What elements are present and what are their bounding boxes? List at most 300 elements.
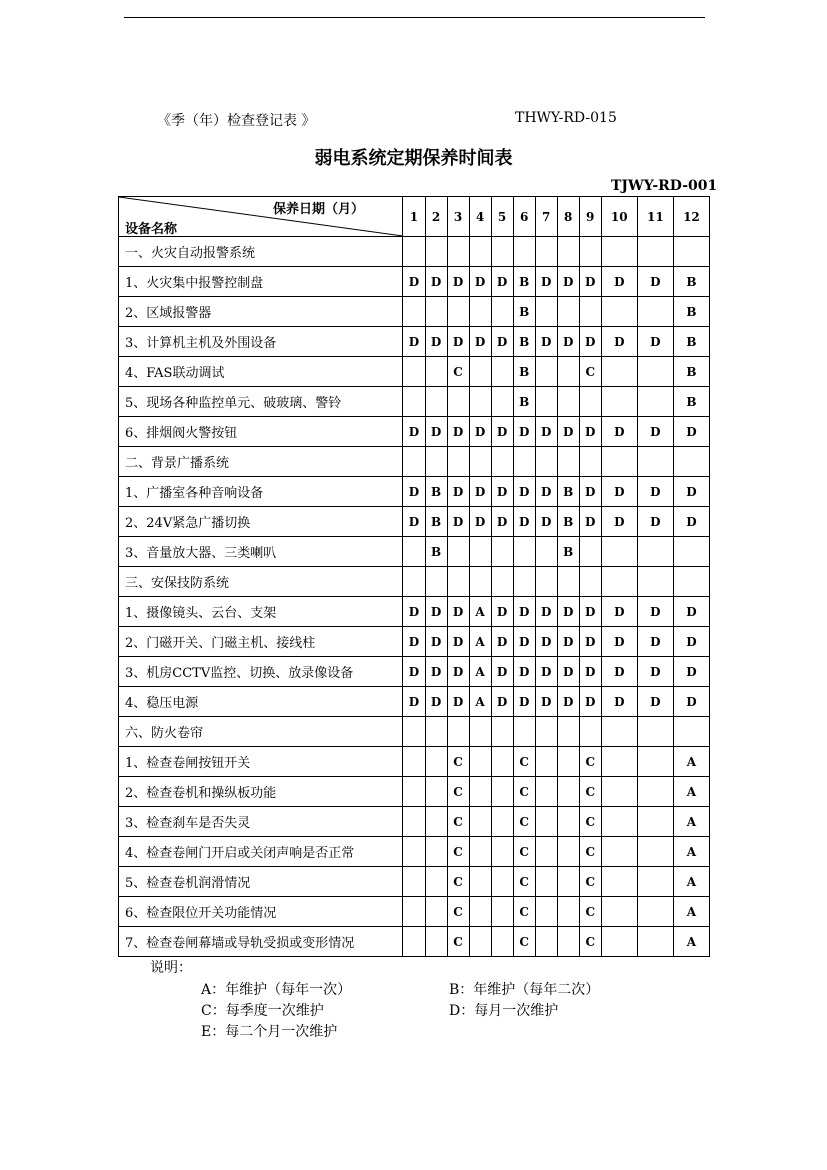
maintenance-mark: D xyxy=(673,417,709,447)
maintenance-mark xyxy=(425,237,447,267)
maintenance-mark: D xyxy=(425,657,447,687)
maintenance-mark xyxy=(557,837,579,867)
maintenance-mark xyxy=(637,237,673,267)
maintenance-mark: B xyxy=(513,297,535,327)
maintenance-mark: D xyxy=(579,627,601,657)
maintenance-mark xyxy=(447,537,469,567)
maintenance-mark xyxy=(601,237,637,267)
maintenance-mark: D xyxy=(637,417,673,447)
maintenance-mark xyxy=(425,717,447,747)
table-row xyxy=(119,417,710,447)
maintenance-mark xyxy=(403,897,425,927)
maintenance-mark: A xyxy=(673,837,709,867)
maintenance-mark: C xyxy=(447,777,469,807)
maintenance-mark xyxy=(403,537,425,567)
maintenance-mark xyxy=(637,867,673,897)
maintenance-mark xyxy=(637,297,673,327)
maintenance-mark: B xyxy=(425,507,447,537)
diagonal-header-cell xyxy=(119,197,403,237)
maintenance-mark: C xyxy=(579,867,601,897)
maintenance-mark xyxy=(447,387,469,417)
equipment-name: 二、背景广播系统 xyxy=(119,447,403,477)
maintenance-mark xyxy=(469,777,491,807)
maintenance-mark: D xyxy=(491,417,513,447)
maintenance-mark xyxy=(557,447,579,477)
maintenance-mark xyxy=(557,567,579,597)
maintenance-mark: D xyxy=(557,597,579,627)
table-row xyxy=(119,927,710,957)
maintenance-mark xyxy=(403,747,425,777)
maintenance-mark: D xyxy=(425,597,447,627)
month-header: 5 xyxy=(491,197,513,237)
maintenance-mark xyxy=(601,717,637,747)
maintenance-mark: D xyxy=(403,657,425,687)
maintenance-mark xyxy=(491,867,513,897)
maintenance-mark: D xyxy=(403,507,425,537)
table-row xyxy=(119,897,710,927)
maintenance-mark xyxy=(491,237,513,267)
maintenance-mark: D xyxy=(491,327,513,357)
maintenance-mark xyxy=(601,567,637,597)
maintenance-mark xyxy=(469,567,491,597)
maintenance-mark: D xyxy=(447,507,469,537)
maintenance-mark xyxy=(513,237,535,267)
maintenance-mark xyxy=(637,897,673,927)
maintenance-mark: D xyxy=(535,267,557,297)
maintenance-mark: B xyxy=(673,357,709,387)
maintenance-mark: D xyxy=(535,477,557,507)
maintenance-mark xyxy=(557,717,579,747)
maintenance-mark xyxy=(425,747,447,777)
maintenance-mark: D xyxy=(601,417,637,447)
maintenance-mark: D xyxy=(557,627,579,657)
equipment-name: 1、检查卷闸按钮开关 xyxy=(119,747,403,777)
maintenance-mark: D xyxy=(601,477,637,507)
maintenance-mark xyxy=(601,747,637,777)
maintenance-mark: D xyxy=(491,597,513,627)
maintenance-mark: D xyxy=(637,627,673,657)
maintenance-mark: D xyxy=(579,327,601,357)
maintenance-mark xyxy=(425,897,447,927)
table-row xyxy=(119,747,710,777)
maintenance-mark xyxy=(673,717,709,747)
maintenance-mark: A xyxy=(469,627,491,657)
maintenance-mark xyxy=(491,777,513,807)
maintenance-mark xyxy=(557,237,579,267)
maintenance-mark: D xyxy=(579,597,601,627)
maintenance-mark xyxy=(557,927,579,957)
maintenance-mark xyxy=(535,567,557,597)
maintenance-mark: D xyxy=(673,507,709,537)
maintenance-mark: D xyxy=(403,477,425,507)
equipment-name: 2、门磁开关、门磁主机、接线柱 xyxy=(119,627,403,657)
maintenance-mark: C xyxy=(447,747,469,777)
maintenance-mark: A xyxy=(469,657,491,687)
maintenance-mark xyxy=(491,747,513,777)
table-row xyxy=(119,777,710,807)
maintenance-mark xyxy=(491,567,513,597)
maintenance-mark: D xyxy=(491,267,513,297)
maintenance-mark xyxy=(601,447,637,477)
maintenance-mark xyxy=(425,807,447,837)
maintenance-mark: C xyxy=(579,837,601,867)
month-header: 1 xyxy=(403,197,425,237)
maintenance-mark: D xyxy=(403,687,425,717)
equipment-name: 6、检查限位开关功能情况 xyxy=(119,897,403,927)
maintenance-mark: D xyxy=(403,597,425,627)
maintenance-mark xyxy=(637,567,673,597)
maintenance-mark xyxy=(557,777,579,807)
maintenance-mark: B xyxy=(557,507,579,537)
maintenance-mark xyxy=(513,447,535,477)
maintenance-mark: D xyxy=(469,327,491,357)
maintenance-mark xyxy=(637,387,673,417)
maintenance-mark: C xyxy=(579,927,601,957)
maintenance-mark xyxy=(535,357,557,387)
table-row xyxy=(119,567,710,597)
equipment-name: 7、检查卷闸幕墙或导轨受损或变形情况 xyxy=(119,927,403,957)
maintenance-mark xyxy=(403,867,425,897)
maintenance-mark: D xyxy=(425,417,447,447)
equipment-name: 1、广播室各种音响设备 xyxy=(119,477,403,507)
maintenance-mark xyxy=(535,387,557,417)
maintenance-mark xyxy=(579,297,601,327)
maintenance-mark: D xyxy=(403,327,425,357)
maintenance-mark xyxy=(637,777,673,807)
maintenance-mark xyxy=(469,747,491,777)
maintenance-mark: D xyxy=(601,267,637,297)
maintenance-mark xyxy=(557,297,579,327)
maintenance-mark xyxy=(579,717,601,747)
maintenance-mark xyxy=(447,297,469,327)
maintenance-mark: C xyxy=(513,807,535,837)
maintenance-mark xyxy=(403,237,425,267)
maintenance-mark: D xyxy=(403,627,425,657)
month-header: 11 xyxy=(637,197,673,237)
maintenance-mark xyxy=(513,717,535,747)
maintenance-mark: D xyxy=(673,597,709,627)
maintenance-mark: D xyxy=(637,597,673,627)
maintenance-mark xyxy=(491,717,513,747)
maintenance-mark xyxy=(557,357,579,387)
table-row xyxy=(119,837,710,867)
maintenance-mark: D xyxy=(601,507,637,537)
maintenance-mark: A xyxy=(673,867,709,897)
maintenance-mark: B xyxy=(673,297,709,327)
maintenance-mark xyxy=(673,537,709,567)
note-a: A：年维护（每年一次） xyxy=(201,982,352,998)
maintenance-mark: C xyxy=(579,777,601,807)
maintenance-mark: C xyxy=(447,927,469,957)
maintenance-mark xyxy=(601,927,637,957)
equipment-name: 5、检查卷机润滑情况 xyxy=(119,867,403,897)
maintenance-mark: D xyxy=(447,267,469,297)
maintenance-mark: D xyxy=(637,657,673,687)
maintenance-mark: D xyxy=(637,267,673,297)
maintenance-mark: B xyxy=(513,267,535,297)
maintenance-mark: B xyxy=(673,387,709,417)
maintenance-mark: D xyxy=(491,477,513,507)
maintenance-mark xyxy=(557,867,579,897)
maintenance-mark xyxy=(557,897,579,927)
maintenance-mark: D xyxy=(579,267,601,297)
maintenance-mark xyxy=(491,927,513,957)
maintenance-mark xyxy=(601,297,637,327)
maintenance-mark: D xyxy=(403,417,425,447)
maintenance-mark: D xyxy=(579,657,601,687)
maintenance-mark xyxy=(469,537,491,567)
maintenance-mark xyxy=(535,297,557,327)
maintenance-mark: D xyxy=(447,627,469,657)
maintenance-mark xyxy=(491,447,513,477)
maintenance-mark xyxy=(425,927,447,957)
equipment-name: 一、火灾自动报警系统 xyxy=(119,237,403,267)
maintenance-mark: B xyxy=(673,327,709,357)
maintenance-mark xyxy=(601,387,637,417)
maintenance-mark: D xyxy=(535,327,557,357)
maintenance-mark xyxy=(579,387,601,417)
maintenance-mark xyxy=(535,837,557,867)
note-c: C：每季度一次维护 xyxy=(201,1003,324,1019)
maintenance-mark: D xyxy=(557,657,579,687)
maintenance-mark xyxy=(491,807,513,837)
maintenance-mark xyxy=(637,717,673,747)
equipment-name: 5、现场各种监控单元、破玻璃、警铃 xyxy=(119,387,403,417)
maintenance-mark: A xyxy=(673,747,709,777)
maintenance-mark: D xyxy=(637,507,673,537)
maintenance-mark xyxy=(469,897,491,927)
maintenance-mark: D xyxy=(673,627,709,657)
table-row xyxy=(119,597,710,627)
equipment-name: 2、区域报警器 xyxy=(119,297,403,327)
maintenance-mark xyxy=(447,447,469,477)
equipment-name: 三、安保技防系统 xyxy=(119,567,403,597)
maintenance-mark xyxy=(557,387,579,417)
maintenance-mark xyxy=(601,897,637,927)
equipment-name: 2、24V紧急广播切换 xyxy=(119,507,403,537)
maintenance-mark xyxy=(513,537,535,567)
table-row xyxy=(119,297,710,327)
maintenance-mark: A xyxy=(673,777,709,807)
maintenance-mark xyxy=(579,567,601,597)
top-rule xyxy=(124,17,705,18)
maintenance-mark: C xyxy=(579,747,601,777)
maintenance-schedule-table xyxy=(118,196,710,957)
table-row xyxy=(119,657,710,687)
maintenance-mark xyxy=(637,537,673,567)
maintenance-mark: A xyxy=(673,927,709,957)
maintenance-mark xyxy=(491,537,513,567)
maintenance-mark: D xyxy=(469,267,491,297)
maintenance-mark xyxy=(469,357,491,387)
equipment-name: 4、FAS联动调试 xyxy=(119,357,403,387)
equipment-name: 3、音量放大器、三类喇叭 xyxy=(119,537,403,567)
maintenance-mark: D xyxy=(579,477,601,507)
maintenance-mark: C xyxy=(447,357,469,387)
maintenance-mark xyxy=(469,297,491,327)
maintenance-mark: D xyxy=(425,267,447,297)
maintenance-mark xyxy=(637,357,673,387)
maintenance-mark: D xyxy=(637,327,673,357)
header-form-number: THWY-RD-015 xyxy=(515,110,617,126)
maintenance-mark: C xyxy=(447,867,469,897)
maintenance-mark xyxy=(601,777,637,807)
maintenance-mark xyxy=(579,447,601,477)
maintenance-mark: C xyxy=(513,837,535,867)
notes-title: 说明： xyxy=(150,960,192,976)
maintenance-mark xyxy=(535,897,557,927)
maintenance-mark: D xyxy=(425,327,447,357)
maintenance-mark: D xyxy=(601,687,637,717)
maintenance-mark: D xyxy=(673,687,709,717)
maintenance-mark xyxy=(425,297,447,327)
maintenance-mark xyxy=(579,237,601,267)
table-row xyxy=(119,447,710,477)
maintenance-mark xyxy=(425,387,447,417)
maintenance-mark xyxy=(557,747,579,777)
maintenance-mark: C xyxy=(447,837,469,867)
maintenance-mark: B xyxy=(425,537,447,567)
maintenance-mark: D xyxy=(491,507,513,537)
maintenance-mark: D xyxy=(601,327,637,357)
note-e: E：每二个月一次维护 xyxy=(201,1024,338,1040)
table-row xyxy=(119,357,710,387)
month-header: 8 xyxy=(557,197,579,237)
month-header: 3 xyxy=(447,197,469,237)
maintenance-mark: D xyxy=(469,507,491,537)
month-header: 6 xyxy=(513,197,535,237)
header-equipment-label: 设备名称 xyxy=(125,222,178,237)
maintenance-mark: D xyxy=(513,597,535,627)
maintenance-mark xyxy=(491,897,513,927)
note-d: D：每月一次维护 xyxy=(449,1003,559,1019)
equipment-name: 3、计算机主机及外围设备 xyxy=(119,327,403,357)
maintenance-mark xyxy=(673,447,709,477)
equipment-name: 4、稳压电源 xyxy=(119,687,403,717)
maintenance-mark: D xyxy=(425,627,447,657)
maintenance-mark xyxy=(403,807,425,837)
maintenance-mark: D xyxy=(601,597,637,627)
maintenance-mark xyxy=(469,447,491,477)
equipment-name: 3、机房CCTV监控、切换、放录像设备 xyxy=(119,657,403,687)
maintenance-mark xyxy=(425,837,447,867)
maintenance-mark: D xyxy=(557,687,579,717)
maintenance-mark xyxy=(425,867,447,897)
maintenance-mark: D xyxy=(557,267,579,297)
maintenance-mark xyxy=(469,237,491,267)
maintenance-mark xyxy=(535,237,557,267)
maintenance-mark: D xyxy=(535,507,557,537)
maintenance-mark: B xyxy=(673,267,709,297)
maintenance-mark: D xyxy=(447,597,469,627)
maintenance-mark xyxy=(491,297,513,327)
maintenance-mark: D xyxy=(469,477,491,507)
table-row xyxy=(119,627,710,657)
maintenance-mark: D xyxy=(447,477,469,507)
note-b: B：年维护（每年二次） xyxy=(449,982,600,998)
maintenance-mark xyxy=(447,237,469,267)
maintenance-mark: D xyxy=(513,627,535,657)
maintenance-mark: D xyxy=(447,417,469,447)
maintenance-mark: C xyxy=(447,897,469,927)
maintenance-mark: D xyxy=(579,507,601,537)
maintenance-mark: D xyxy=(469,417,491,447)
maintenance-mark: D xyxy=(513,477,535,507)
maintenance-mark: D xyxy=(637,687,673,717)
maintenance-mark: D xyxy=(513,507,535,537)
table-row xyxy=(119,867,710,897)
form-code: TJWY-RD-001 xyxy=(611,178,718,194)
maintenance-mark xyxy=(601,357,637,387)
maintenance-mark: A xyxy=(673,897,709,927)
maintenance-mark: D xyxy=(637,477,673,507)
maintenance-mark: D xyxy=(557,327,579,357)
equipment-name: 六、防火卷帘 xyxy=(119,717,403,747)
equipment-name: 2、检查卷机和操纵板功能 xyxy=(119,777,403,807)
maintenance-mark: B xyxy=(425,477,447,507)
maintenance-mark: D xyxy=(491,657,513,687)
maintenance-mark: D xyxy=(491,687,513,717)
month-header: 9 xyxy=(579,197,601,237)
table-row xyxy=(119,687,710,717)
maintenance-mark xyxy=(403,387,425,417)
maintenance-mark: D xyxy=(491,627,513,657)
maintenance-mark: C xyxy=(513,927,535,957)
table-row xyxy=(119,237,710,267)
maintenance-mark xyxy=(403,357,425,387)
maintenance-mark xyxy=(535,807,557,837)
maintenance-mark xyxy=(513,567,535,597)
maintenance-mark: C xyxy=(579,357,601,387)
maintenance-mark: D xyxy=(513,417,535,447)
maintenance-mark xyxy=(637,807,673,837)
maintenance-mark xyxy=(535,447,557,477)
maintenance-mark xyxy=(469,807,491,837)
header-date-label: 保养日期（月） xyxy=(273,202,365,217)
maintenance-mark: D xyxy=(535,657,557,687)
maintenance-mark xyxy=(403,927,425,957)
table-row xyxy=(119,537,710,567)
maintenance-mark: B xyxy=(557,537,579,567)
maintenance-mark: D xyxy=(673,657,709,687)
maintenance-mark xyxy=(601,537,637,567)
maintenance-mark: D xyxy=(447,687,469,717)
maintenance-mark xyxy=(491,357,513,387)
maintenance-mark xyxy=(425,777,447,807)
maintenance-mark xyxy=(491,387,513,417)
page-title: 弱电系统定期保养时间表 xyxy=(314,148,513,169)
month-header: 4 xyxy=(469,197,491,237)
maintenance-mark xyxy=(557,807,579,837)
maintenance-mark: C xyxy=(579,897,601,927)
maintenance-mark xyxy=(425,447,447,477)
equipment-name: 1、摄像镜头、云台、支架 xyxy=(119,597,403,627)
table-header-row xyxy=(119,197,710,237)
maintenance-mark: D xyxy=(447,327,469,357)
table-row xyxy=(119,267,710,297)
equipment-name: 1、火灾集中报警控制盘 xyxy=(119,267,403,297)
maintenance-mark: A xyxy=(469,597,491,627)
table-row xyxy=(119,717,710,747)
table-row xyxy=(119,507,710,537)
maintenance-mark xyxy=(403,837,425,867)
month-header: 10 xyxy=(601,197,637,237)
maintenance-mark xyxy=(447,567,469,597)
maintenance-mark xyxy=(469,867,491,897)
equipment-name: 4、检查卷闸门开启或关闭声响是否正常 xyxy=(119,837,403,867)
maintenance-mark: D xyxy=(673,477,709,507)
equipment-name: 3、检查刹车是否失灵 xyxy=(119,807,403,837)
